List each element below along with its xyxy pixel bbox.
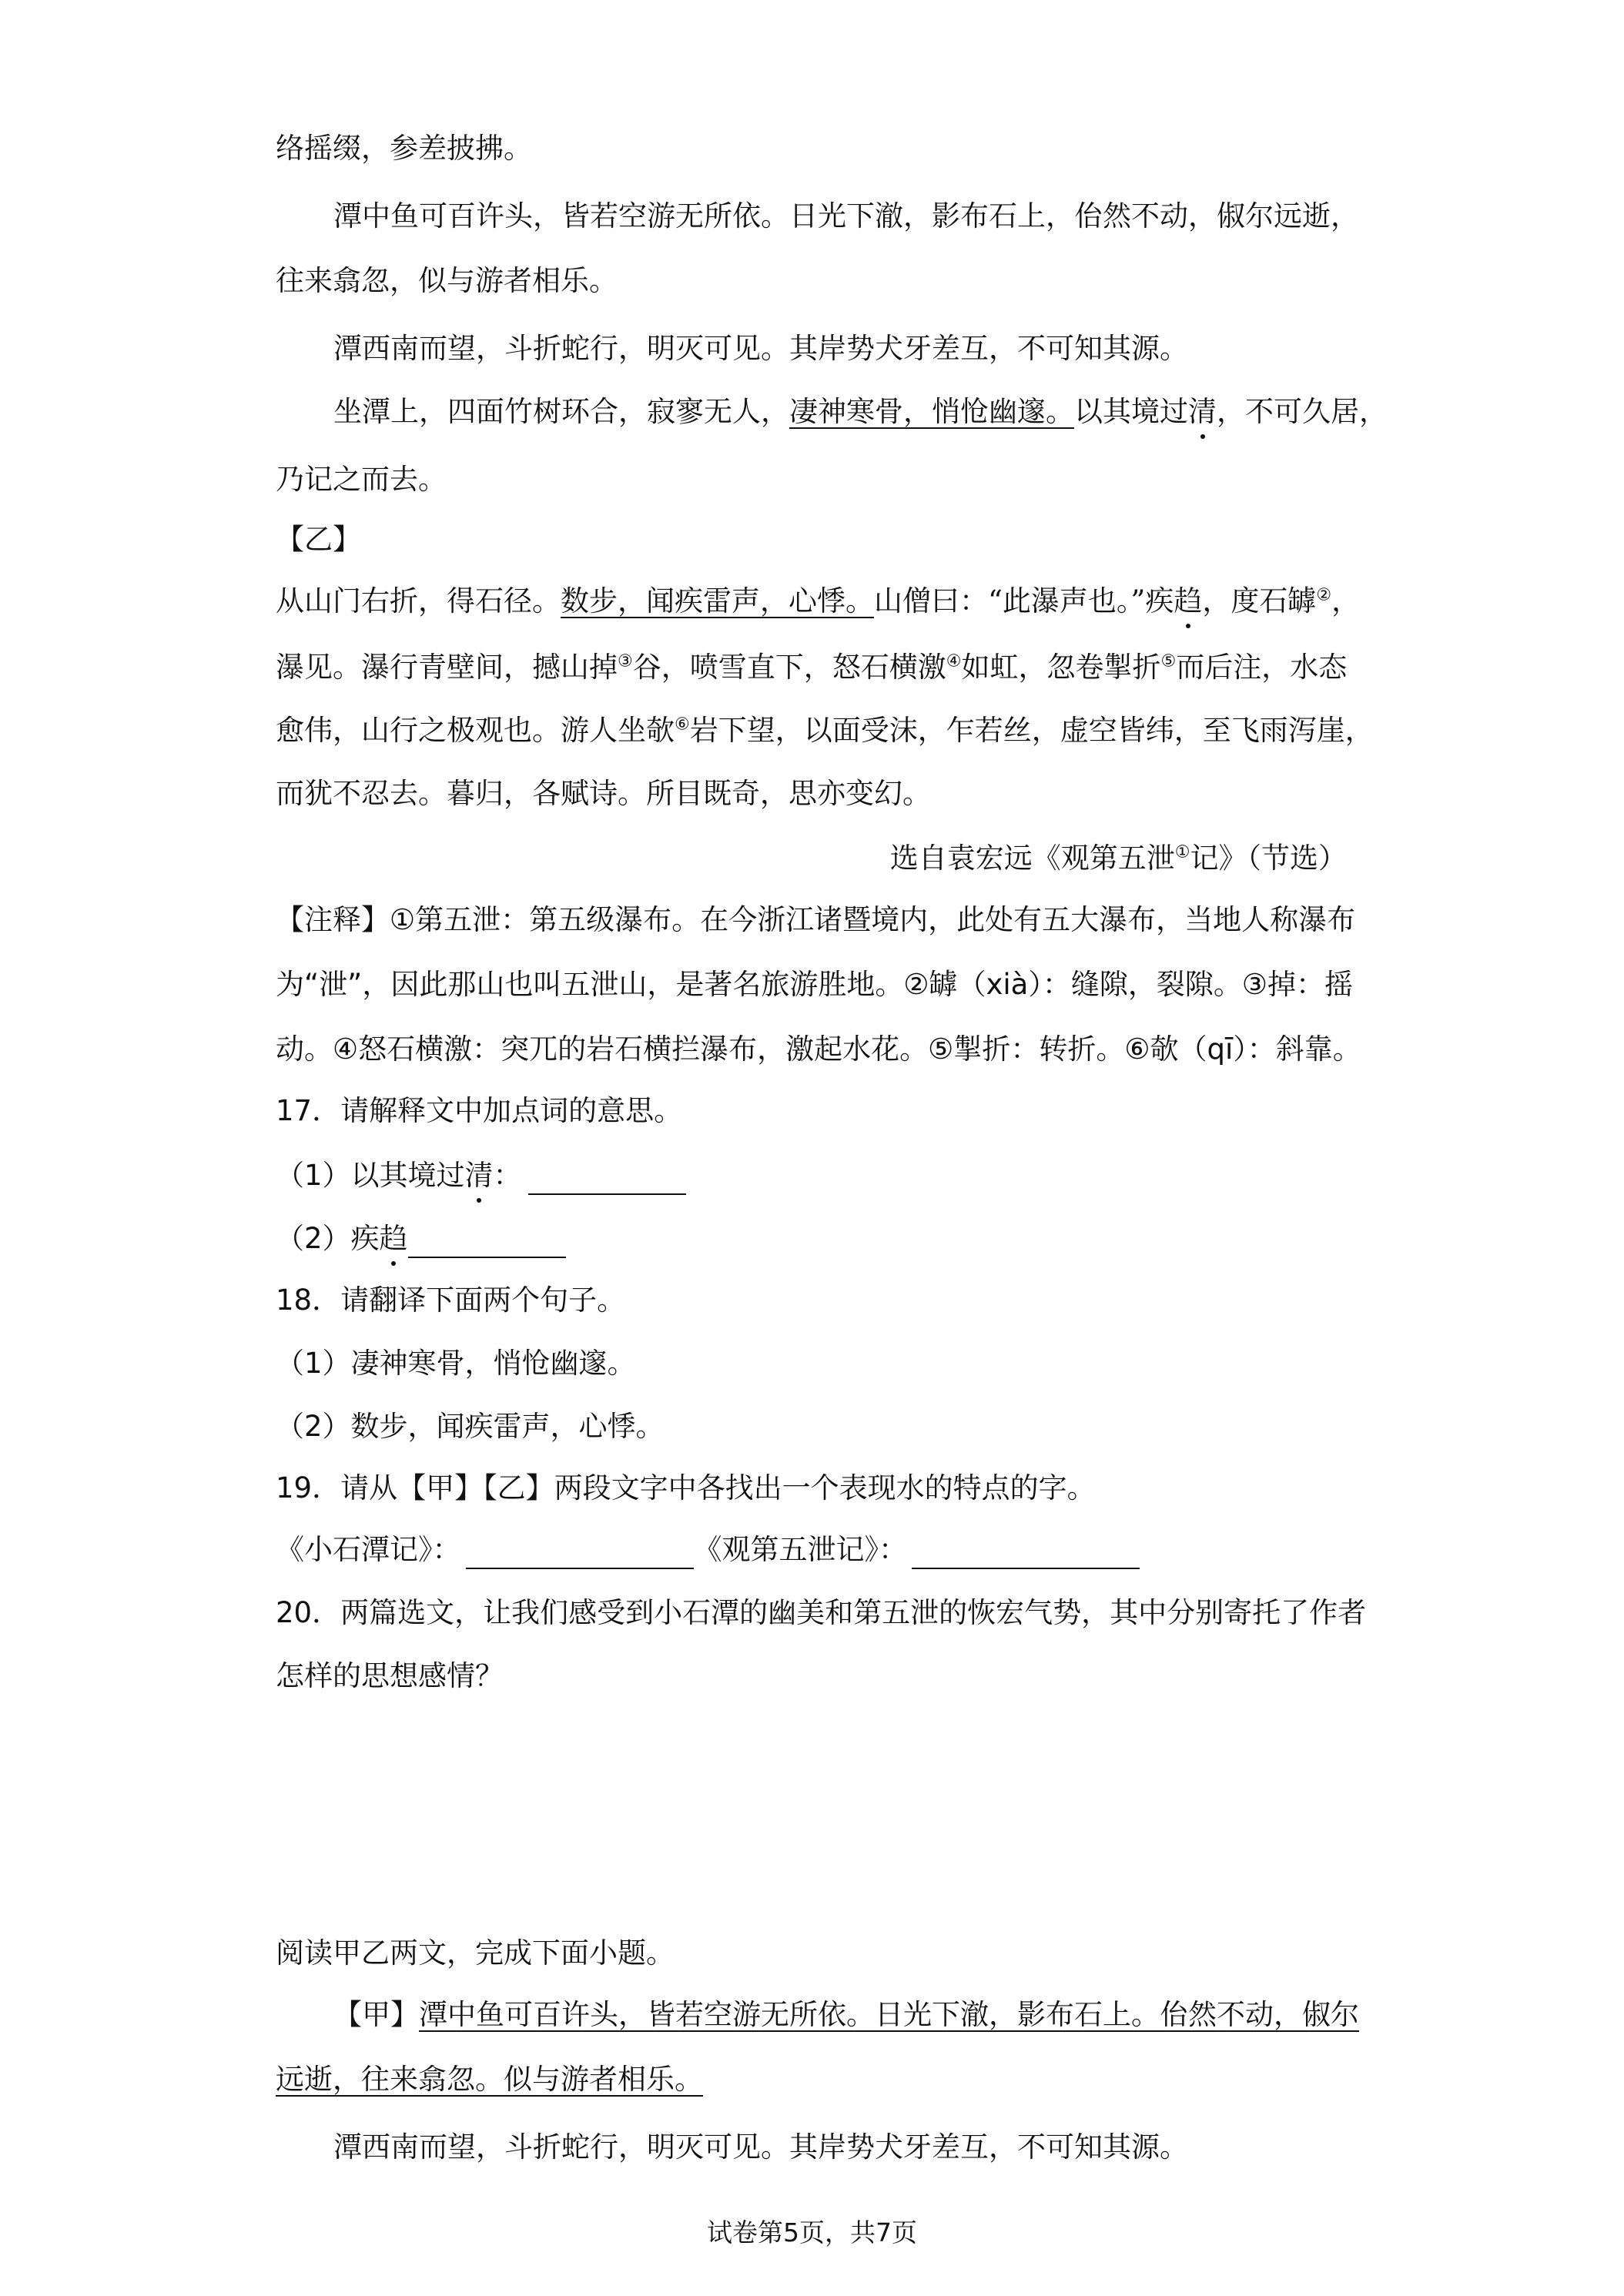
yi-source: 选自袁宏远《观第五泄①记》（节选） [889, 842, 1347, 875]
question-18: 18．请翻译下面两个句子。 [276, 1284, 626, 1317]
yi-line-1: 从山门右折，得石径。数步，闻疾雷声，心悸。山僧曰：“此瀑声也。”疾趋，度石罅②， [276, 582, 1624, 621]
dotted-word: 清 [465, 1156, 494, 1195]
underlined-sentence: 远逝，往来翕忽。似与游者相乐。 [276, 2063, 703, 2096]
question-19-answers: 《小石潭记》： 《观第五泄记》： [276, 1531, 1624, 1569]
jia-line-1: 络摇缀，参差披拂。 [276, 132, 532, 165]
dotted-word: 清 [1188, 393, 1217, 431]
question-17: 17．请解释文中加点词的意思。 [276, 1094, 683, 1127]
dotted-word: 趋 [380, 1220, 408, 1258]
question-17-1: （1）以其境过清： [276, 1156, 1624, 1195]
question-18-2: （2）数步，闻疾雷声，心悸。 [276, 1410, 665, 1443]
page-footer: 试卷第5页，共7页 [707, 2217, 917, 2247]
yi-line-2: 瀑见。瀑行青壁间，撼山掉③谷，喷雪直下，怒石横激④如虹，忽卷掣折⑤而后注，水态 [276, 651, 1348, 684]
notes-line-3: 动。④怒石横激：突兀的岩石横拦瀑布，激起水花。⑤掣折：转折。⑥欹（qī）：斜靠。 [276, 1033, 1361, 1066]
answer-blank[interactable] [528, 1166, 686, 1195]
answer-blank[interactable] [466, 1540, 694, 1569]
question-20-line-2: 怎样的思想感情？ [276, 1659, 504, 1692]
underlined-sentence: 潭中鱼可百许头，皆若空游无所依。日光下澈，影布石上。佁然不动，俶尔 [419, 1998, 1359, 2031]
jia-line-6: 乃记之而去。 [276, 463, 447, 496]
yi-label: 【乙】 [276, 523, 361, 556]
next-jia-line-3: 潭西南而望，斗折蛇行，明灭可见。其岸势犬牙差互，不可知其源。 [333, 2130, 1188, 2164]
question-19: 19．请从【甲】【乙】两段文字中各找出一个表现水的特点的字。 [276, 1471, 1096, 1504]
answer-blank[interactable] [408, 1229, 566, 1258]
yi-line-3: 愈伟，山行之极观也。游人坐欹⑥岩下望，以面受沫，乍若丝，虚空皆纬，至飞雨泻崖， [276, 714, 1374, 747]
jia-line-5: 坐潭上，四面竹树环合，寂寥无人，凄神寒骨，悄怆幽邃。以其境过清，不可久居， [333, 393, 1624, 431]
answer-blank[interactable] [912, 1540, 1140, 1569]
jia-line-4: 潭西南而望，斗折蛇行，明灭可见。其岸势犬牙差互，不可知其源。 [333, 332, 1188, 365]
underlined-sentence: 凄神寒骨，悄怆幽邃。 [789, 395, 1074, 428]
jia-line-3: 往来翕忽，似与游者相乐。 [276, 264, 618, 297]
next-jia-line-1: 【甲】潭中鱼可百许头，皆若空游无所依。日光下澈，影布石上。佁然不动，俶尔 [333, 1998, 1359, 2031]
question-17-2: （2）疾趋 [276, 1220, 1624, 1258]
yi-line-4: 而犹不忍去。暮归，各赋诗。所目既奇，思亦变幻。 [276, 777, 931, 810]
jia-line-2: 潭中鱼可百许头，皆若空游无所依。日光下澈，影布石上，佁然不动，俶尔远逝， [333, 199, 1359, 233]
notes-line-2: 为“泄”，因此那山也叫五泄山，是著名旅游胜地。②罅（xià）：缝隙，裂隙。③掉：摇 [276, 968, 1354, 1001]
question-18-1: （1）凄神寒骨，悄怆幽邃。 [276, 1347, 636, 1380]
underlined-sentence: 数步，闻疾雷声，心悸。 [561, 584, 874, 618]
question-20-line-1: 20．两篇选文，让我们感受到小石潭的幽美和第五泄的恢宏气势，其中分别寄托了作者 [276, 1596, 1367, 1629]
dotted-word: 趋 [1174, 582, 1202, 621]
notes-line-1: 【注释】①第五泄：第五级瀑布。在今浙江诸暨境内，此处有五大瀑布，当地人称瀑布 [276, 903, 1356, 936]
next-jia-line-2 [276, 2060, 1624, 2099]
section-intro: 阅读甲乙两文，完成下面小题。 [276, 1936, 675, 1970]
